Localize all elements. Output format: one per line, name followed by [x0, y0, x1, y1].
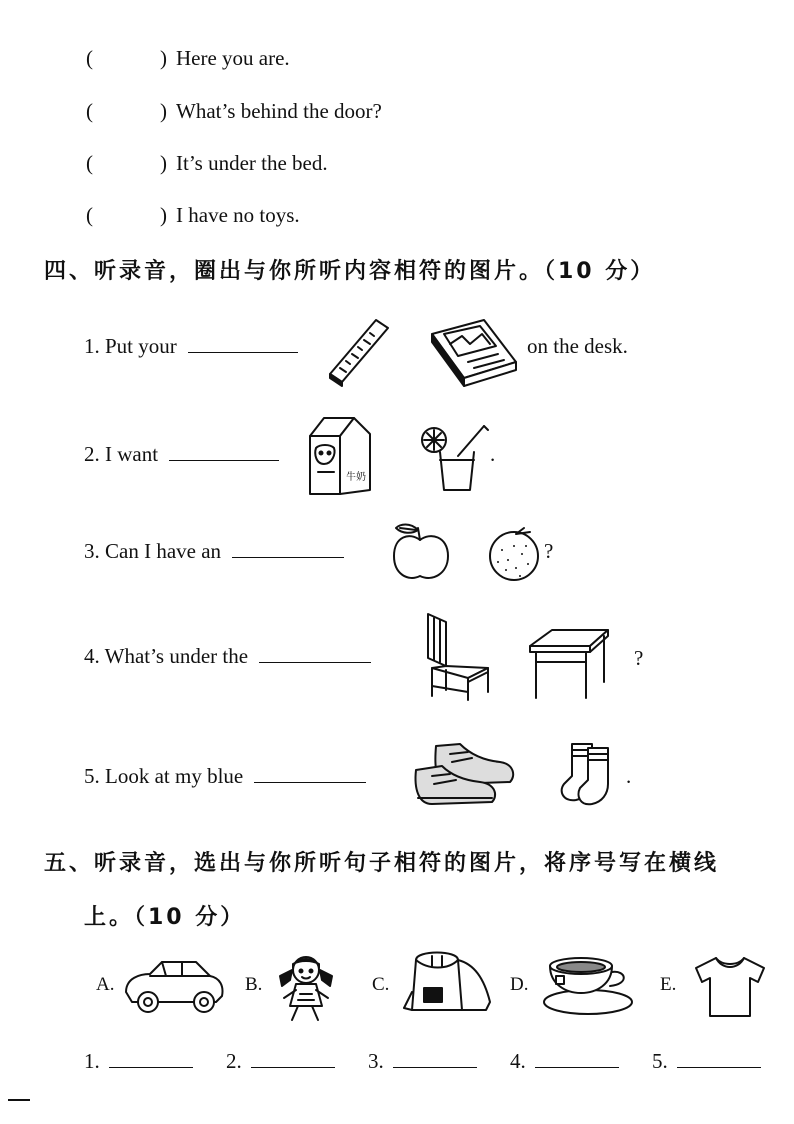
- answer-blank[interactable]: [254, 781, 366, 783]
- option-e-label: E.: [660, 974, 677, 995]
- row-text: Here you are.: [176, 46, 290, 70]
- section4-title: 四、听录音，圈出与你所听内容相符的图片。（10 分）: [44, 259, 656, 284]
- teacup-icon[interactable]: [540, 952, 636, 1018]
- question-1: 1. Put your: [84, 334, 298, 359]
- shoes-icon[interactable]: [410, 740, 520, 808]
- doll-icon[interactable]: [272, 950, 342, 1024]
- answer-blank[interactable]: [393, 1066, 477, 1068]
- answer-blank[interactable]: [259, 661, 371, 663]
- answer-blank[interactable]: [677, 1066, 761, 1068]
- row-text: What’s behind the door?: [176, 99, 382, 123]
- question-5-suffix: .: [626, 764, 632, 788]
- desk-icon[interactable]: [528, 626, 612, 700]
- answer-2: 2.: [226, 1049, 335, 1074]
- answer-blank[interactable]: [535, 1066, 619, 1068]
- carton-label: 牛奶: [346, 472, 366, 483]
- answer-blank[interactable]: [188, 351, 298, 353]
- socks-icon[interactable]: [552, 740, 618, 812]
- question-1-suffix: on the desk.: [527, 334, 628, 358]
- question-5: 5. Look at my blue: [84, 764, 366, 789]
- row-text: I have no toys.: [176, 203, 300, 227]
- section5-title: 五、听录音，选出与你所听句子相符的图片，将序号写在横线: [44, 851, 720, 876]
- option-c-label: C.: [372, 974, 390, 995]
- answer-blank[interactable]: [232, 556, 344, 558]
- answer-4: 4.: [510, 1049, 619, 1074]
- option-b-label: B.: [245, 974, 263, 995]
- ruler-icon[interactable]: [326, 316, 394, 386]
- question-4-suffix: ?: [634, 646, 644, 670]
- juice-glass-icon[interactable]: [416, 420, 492, 494]
- answer-blank[interactable]: [251, 1066, 335, 1068]
- schoolbag-icon[interactable]: [398, 948, 496, 1018]
- answer-3: 3.: [368, 1049, 477, 1074]
- question-2-suffix: .: [490, 442, 496, 466]
- option-a-label: A.: [96, 974, 115, 995]
- orange-icon[interactable]: [486, 524, 546, 582]
- question-3: 3. Can I have an: [84, 539, 344, 564]
- option-d-label: D.: [510, 974, 529, 995]
- question-3-suffix: ?: [544, 539, 554, 563]
- section5-title-cont: 上。（10 分）: [84, 905, 246, 930]
- answer-blank[interactable]: [169, 459, 279, 461]
- apple-icon[interactable]: [388, 520, 454, 584]
- book-icon[interactable]: [428, 316, 520, 388]
- tshirt-icon[interactable]: [692, 954, 768, 1020]
- milk-carton-icon[interactable]: [304, 414, 376, 496]
- answer-blank[interactable]: [109, 1066, 193, 1068]
- question-4: 4. What’s under the: [84, 644, 371, 669]
- answer-1: 1.: [84, 1049, 193, 1074]
- page-edge-mark: [8, 1099, 30, 1101]
- answer-5: 5.: [652, 1049, 761, 1074]
- chair-icon[interactable]: [424, 612, 494, 702]
- car-icon[interactable]: [120, 956, 226, 1016]
- row-text: It’s under the bed.: [176, 151, 328, 175]
- question-2: 2. I want: [84, 442, 279, 467]
